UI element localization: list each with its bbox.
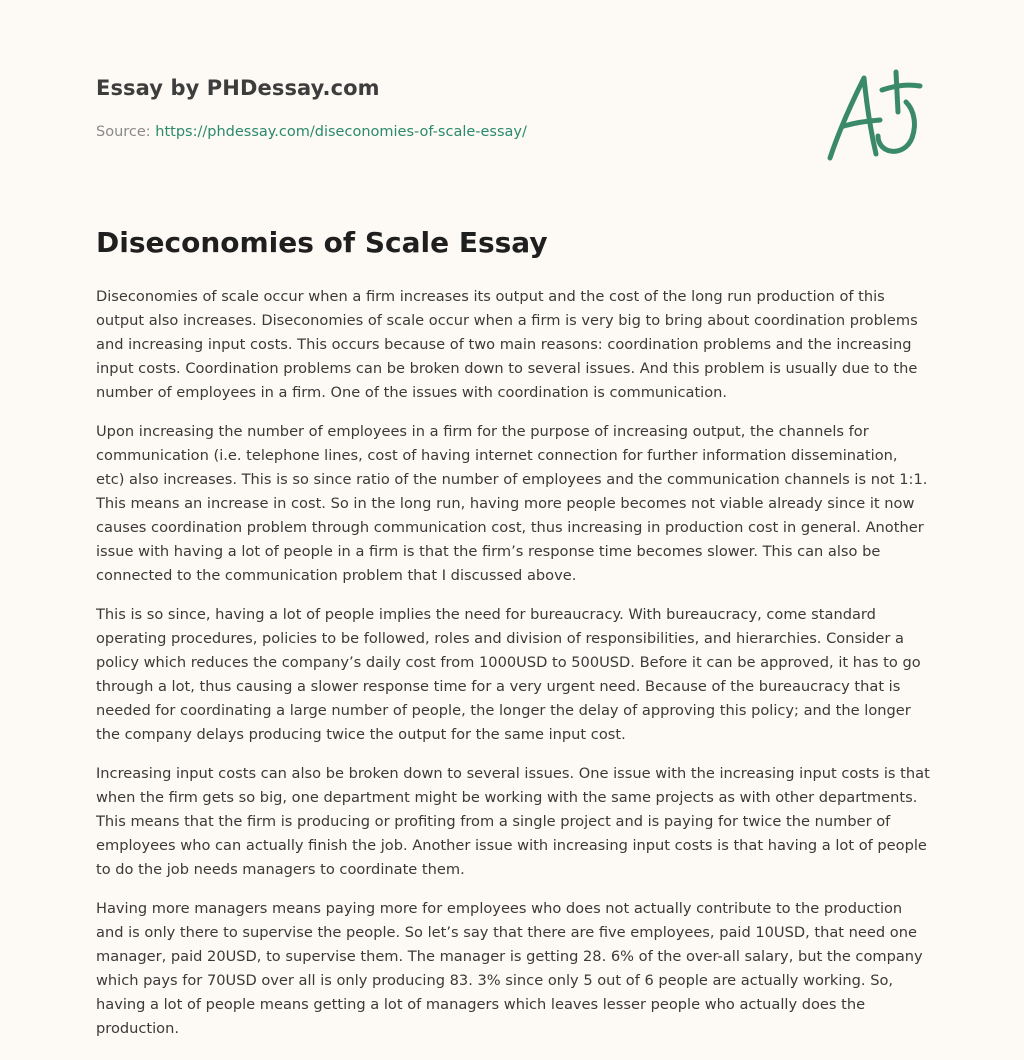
essay-paragraph: Diseconomies of scale occur when a firm increases its output and the cost of the long run production of this output also increases. Diseconomies of scale occur when a firm is very big to bring about coordination problems and increasing input costs. This occurs because of two main reasons: coordination problems and the increasing input costs. Coordination problems can be broken down to several issues. And this problem is usually due to the number of employees in a firm. One of the issues with coordination is communication. [96, 288, 918, 401]
site-title: Essay by PHDessay.com [96, 76, 380, 100]
source-link[interactable]: https://phdessay.com/diseconomies-of-scale-essay/ [155, 124, 527, 140]
essay-paragraph: Increasing input costs can also be broken down to several issues. One issue with the increasing input costs is that when the firm gets so big, one department might be working with the same projects as with other departments. This means that the firm is producing or profiting from a single project and is paying for twice the number of employees who can actually finish the job. Another issue with increasing input costs is that having a lot of people to do the job needs managers to coordinate them. [96, 765, 930, 878]
essay-body [96, 285, 930, 1056]
essay-title: Diseconomies of Scale Essay [96, 226, 548, 259]
source-label: Source: [96, 124, 156, 140]
essay-paragraph: Upon increasing the number of employees in a firm for the purpose of increasing output, the channels for communication (i.e. telephone lines, cost of having internet connection for further information dissemination, etc) also increases. This is so since ratio of the number of employees and the communication channels is not 1:1. This means an increase in cost. So in the long run, having more people becomes not viable already since it now causes coordination problem through communication cost, thus increasing in production cost in general. Another issue with having a lot of people in a firm is that the firm’s response time becomes slower. This can also be connected to the communication problem that I discussed above. [96, 423, 928, 584]
essay-paragraph: This is so since, having a lot of people implies the need for bureaucracy. With bureaucracy, come standard operating procedures, policies to be followed, roles and division of responsibilities, and hierarchies. Consider a policy which reduces the company’s daily cost from 1000USD to 500USD. Before it can be approved, it has to go through a lot, thus causing a slower response time for a very urgent need. Because of the bureaucracy that is needed for coordinating a large number of people, the longer the delay of approving this policy; and the longer the company delays producing twice the output for the same input cost. [96, 606, 921, 743]
essay-paragraph: Having more managers means paying more for employees who does not actually contribute to the production and is only there to supervise the people. So let’s say that there are five employees, paid 10USD, that need one manager, paid 20USD, to supervise them. The manager is getting 28. 6% of the over-all salary, but the company which pays for 70USD over all is only producing 83. 3% since only 5 out of 6 people are actually working. So, having a lot of people means getting a lot of managers which leaves lesser people who actually does the production. [96, 900, 923, 1037]
source-line [96, 124, 527, 140]
a-plus-logo-icon [822, 66, 932, 166]
